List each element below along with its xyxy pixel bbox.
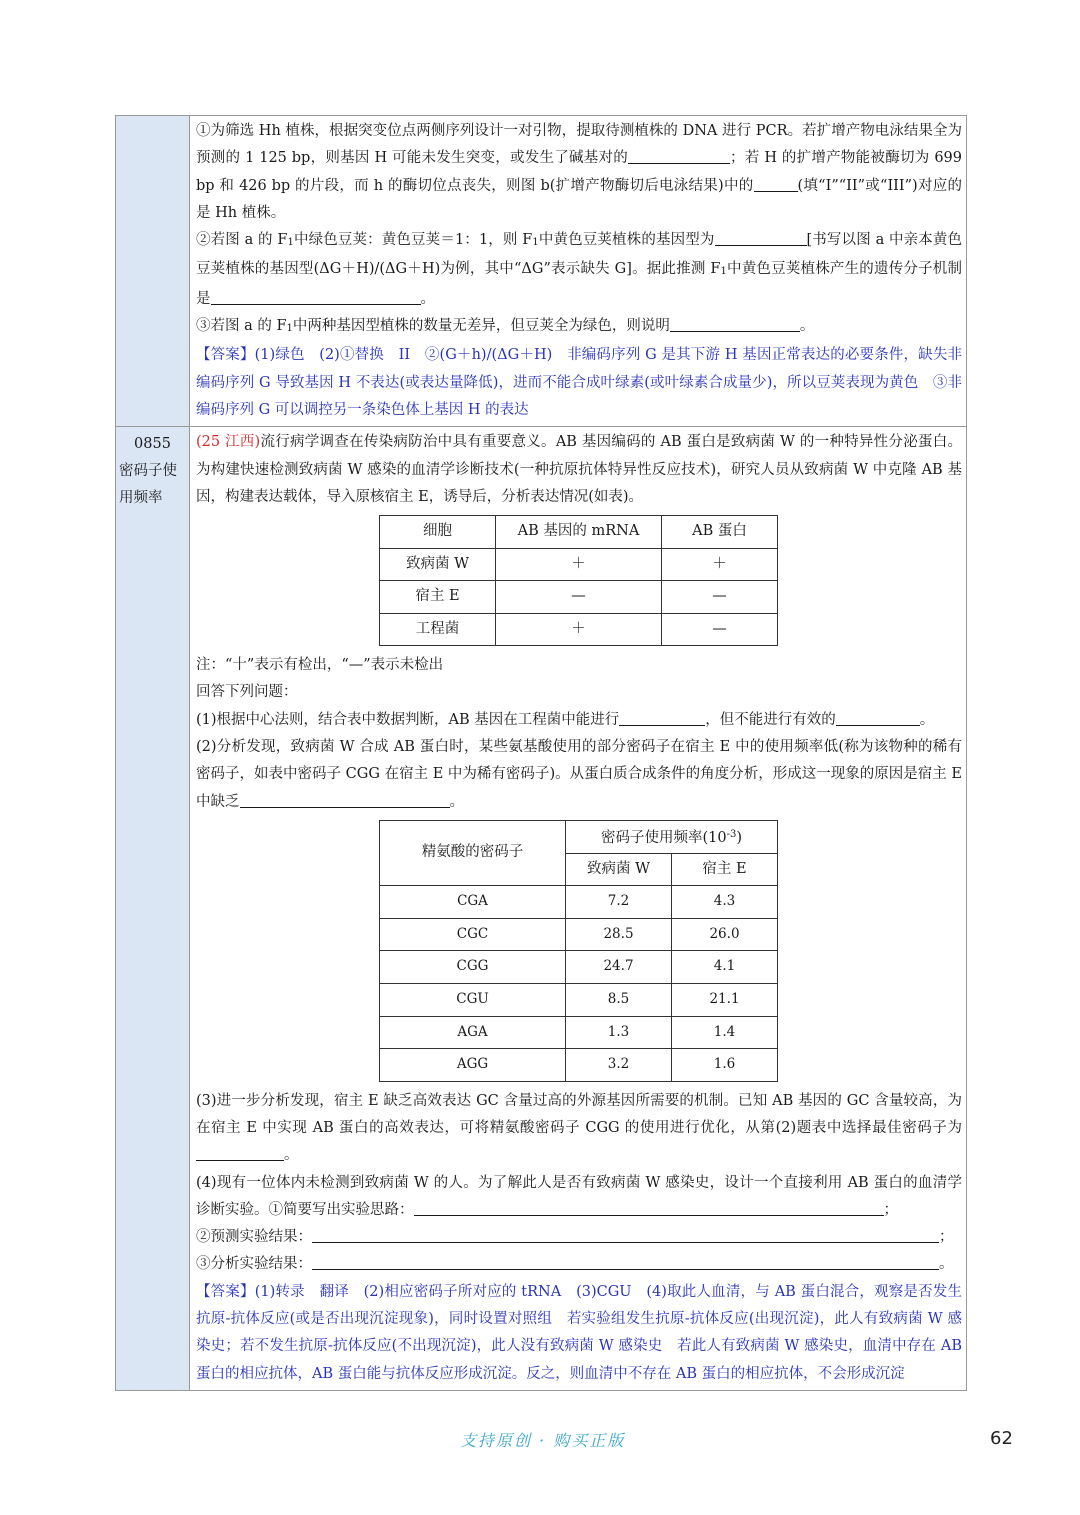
- table-header: 细胞: [380, 516, 496, 549]
- table-row: CGU 8.5 21.1: [380, 983, 778, 1016]
- subquestion-2: (2)分析发现，致病菌 W 合成 AB 蛋白时，某些氨基酸使用的部分密码子在宿主 E 中的使用频率低(称为该物种的稀有密码子，如表中密码子 CGG 在宿主 E 中为稀有密码子)。从蛋白质合成条件的角度分析，形成这一现象的原因是宿主 E 中缺乏 。: [196, 739, 962, 810]
- subquestion-3: ③若图 a 的 F1中两种基因型植株的数量无差异，但豆荚全为绿色，则说明 。: [196, 313, 962, 342]
- subquestion-1: (1)根据中心法则，结合表中数据判断，AB 基因在工程菌中能进行 ，但不能进行有效的 。: [196, 707, 962, 734]
- answer-blank: [196, 1143, 284, 1161]
- table-row: CGG 24.7 4.1: [380, 951, 778, 984]
- answer-block-2: [196, 1279, 962, 1388]
- subquestion-4b: ②预测实验结果： ；: [196, 1224, 962, 1251]
- answer-blank: [240, 790, 450, 808]
- problem-id: 0855: [134, 436, 171, 453]
- answer-text: (1)绿色 (2)①替换 II ②(G＋h)/(ΔG＋H) 非编码序列 G 是其下游 H 基因正常表达的必要条件，缺失非编码序列 G 导致基因 H 不表达(或表达量降低)，进而不能合成叶绿素(或叶绿素合成量少)，所以豆荚表现为黄色 ③非编码序列 G 可以调控另一条染色体上基因 H 的表达: [196, 347, 962, 418]
- subquestion-3: (3)进一步分析发现，宿主 E 缺乏高效表达 GC 含量过高的外源基因所需要的机制。已知 AB 基因的 GC 含量较高，为在宿主 E 中实现 AB 蛋白的高效表达，可将精氨酸密码子 CGG 的使用进行优化，从第(2)题表中选择最佳密码子为。: [196, 1092, 962, 1164]
- answer-blank: [414, 1198, 884, 1216]
- problem-content-2: [190, 427, 966, 1390]
- question-table: [115, 115, 967, 1391]
- answer-text: (1)转录 翻译 (2)相应密码子所对应的 tRNA (3)CGU (4)取此人血清，与 AB 蛋白混合，观察是否发生抗原-抗体反应(或是否出现沉淀现象)，同时设置对照组 若实验组发生抗原-抗体反应(出现沉淀)，此人有致病菌 W 感染史；若不发生抗原-抗体反应(不出现沉淀)，此人没有致病菌 W 感染史 若此人有致病菌 W 感染史，血清中存在 AB 蛋白的相应抗体，AB 蛋白能与抗体反应形成沉淀。反之，则血清中不存在 AB 蛋白的相应抗体，不会形成沉淀: [196, 1283, 962, 1382]
- table-header: 密码子使用频率$(10^{-3})$: [566, 820, 778, 853]
- problem-row-2: [116, 426, 966, 1390]
- table-row: 工程菌 ＋ —: [380, 613, 778, 646]
- answer-blank: [211, 287, 421, 305]
- problem-source: (25 江西): [196, 434, 261, 451]
- table-row: CGC 28.5 26.0: [380, 918, 778, 951]
- table-header: AB 基因的 mRNA: [496, 516, 662, 549]
- problem-label-cell: [116, 116, 190, 426]
- expression-table: [379, 515, 778, 646]
- page-number: 62: [990, 1428, 1013, 1449]
- answer-label: 【答案】: [196, 347, 255, 364]
- answer-blank: [619, 708, 705, 726]
- answer-label: 【答案】: [196, 1283, 255, 1300]
- table-header: 宿主 E: [672, 853, 778, 886]
- footer-slogan: 支持原创 · 购买正版: [460, 1431, 626, 1450]
- answer-blank: [312, 1252, 939, 1270]
- table-row: 宿主 E — —: [380, 581, 778, 614]
- problem-label-cell: [116, 427, 190, 1390]
- problem-row-1: [116, 116, 966, 426]
- answer-blank: [754, 174, 798, 192]
- problem-topic: 密码子使用频率: [119, 463, 177, 507]
- table-row: CGA 7.2 4.3: [380, 886, 778, 919]
- answer-blank: [312, 1225, 939, 1243]
- subquestion-4c: ③分析实验结果： 。: [196, 1251, 962, 1278]
- answer-block-1: [196, 342, 962, 424]
- answer-blank: [628, 146, 730, 164]
- table-header: AB 蛋白: [662, 516, 778, 549]
- table-row: AGA 1.3 1.4: [380, 1016, 778, 1049]
- table-header: 致病菌 W: [566, 853, 672, 886]
- table-row: 致病菌 W ＋ ＋: [380, 548, 778, 581]
- answer-blank: [715, 228, 807, 246]
- answer-blank: [670, 314, 800, 332]
- table-row: AGG 3.2 1.6: [380, 1049, 778, 1082]
- problem-intro: (25 江西)流行病学调查在传染病防治中具有重要意义。AB 基因编码的 AB 蛋白是致病菌 W 的一种特异性分泌蛋白。为构建快速检测致病菌 W 感染的血清学诊断技术(一种抗原抗体特异性反应技术)，研究人员从致病菌 W 中克隆 AB 基因，构建表达载体，导入原核宿主 E，诱导后，分析表达情况(如表)。: [196, 434, 963, 505]
- page-footer: [0, 1428, 1080, 1452]
- table-note: 注：“十”表示有检出，“—”表示未检出: [196, 657, 444, 674]
- problem-content-1: [190, 116, 966, 426]
- table-header: 精氨酸的密码子: [380, 820, 566, 885]
- prompt: 回答下列问题：: [196, 684, 298, 701]
- answer-blank: [836, 708, 920, 726]
- subquestion-4: (4)现有一位体内未检测到致病菌 W 的人。为了解此人是否有致病菌 W 感染史，设计一个直接利用 AB 蛋白的血清学诊断实验。①简要写出实验思路： ；: [196, 1174, 962, 1218]
- subquestion-2: ②若图 a 的 F1中绿色豆荚：黄色豆荚＝1：1，则 F1中黄色豆荚植株的基因型为 [书写以图 a 中亲本黄色豆荚植株的基因型(ΔG＋H)/(ΔG＋H)为例，其中“ΔG”表示缺失 G]。据此推测 F1中黄色豆荚植株产生的遗传分子机制是 。: [196, 227, 962, 313]
- subquestion-1: ①为筛选 Hh 植株，根据突变位点两侧序列设计一对引物，提取待测植株的 DNA 进行 PCR。若扩增产物电泳结果全为预测的 1 125 bp，则基因 H 可能未发生突变，或发生了碱基对的 ；若 H 的扩增产物能被酶切为 699 bp 和 426 bp 的片段，而 h 的酶切位点丧失，则图 b(扩增产物酶切后电泳结果)中的 (填“I”“II”或“III”)对应的是 Hh 植株。: [196, 123, 962, 221]
- codon-table: [379, 820, 778, 1082]
